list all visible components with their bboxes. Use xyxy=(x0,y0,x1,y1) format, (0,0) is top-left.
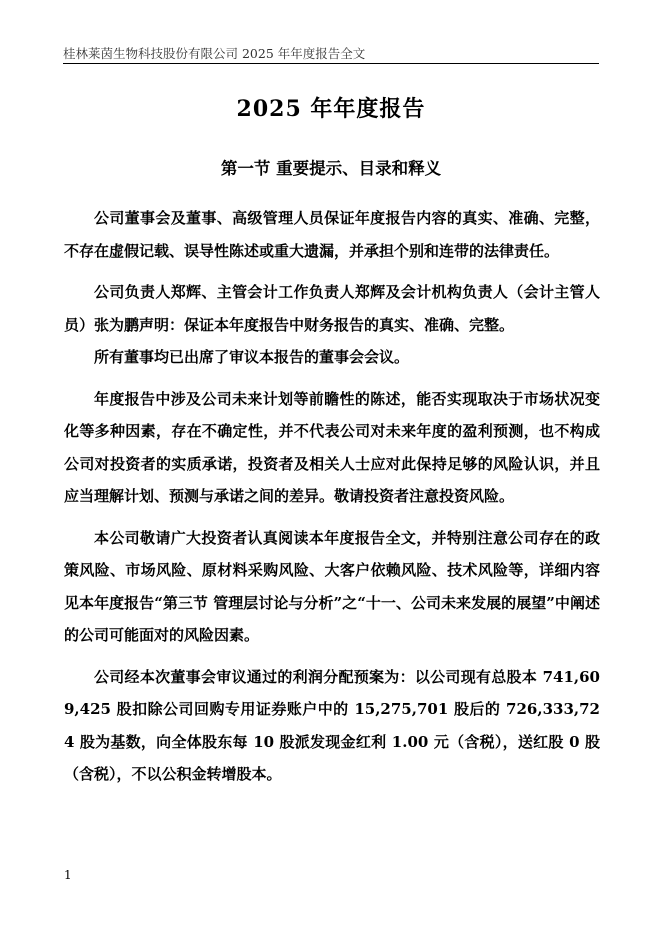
paragraph-risk-notice: 本公司敬请广大投资者认真阅读本年度报告全文，并特别注意公司存在的政策风险、市场风险、原材料采购风险、大客户依赖风险、技术风险等，详细内容见本年度报告“第三节 管理层讨论与分析”之“十一、公司未来发展的展望”中阐述的公司可能面对的风险因素。 xyxy=(64,528,600,644)
paragraph-profit-distribution: 公司经本次董事会审议通过的利润分配预案为：以公司现有总股本 741,609,425 股扣除公司回购专用证券账户中的 15,275,701 股后的 726,333,724 股为基数，向全体股东每 10 股派发现金红利 1.00 元（含税），送红股 0 股（含税），不以公积金转增股本。 xyxy=(64,667,600,783)
paragraph-responsible-persons: 公司负责人郑辉、主管会计工作负责人郑辉及会计机构负责人（会计主管人员）张为鹏声明：保证本年度报告中财务报告的真实、准确、完整。 xyxy=(64,283,600,334)
header-divider xyxy=(63,63,599,64)
paragraph-directors-attendance: 所有董事均已出席了审议本报告的董事会会议。 xyxy=(94,348,410,366)
document-body xyxy=(64,202,600,791)
paragraph-forward-looking: 年度报告中涉及公司未来计划等前瞻性的陈述，能否实现取决于市场状况变化等多种因素，存在不确定性，并不代表公司对未来年度的盈利预测，也不构成公司对投资者的实质承诺，投资者及相关人士应对此保持足够的风险认识，并且应当理解计划、预测与承诺之间的差异。敬请投资者注意投资风险。 xyxy=(64,389,600,505)
report-title: 2025 年年度报告 xyxy=(236,96,426,122)
paragraph-board-guarantee: 公司董事会及董事、高级管理人员保证年度报告内容的真实、准确、完整，不存在虚假记载、误导性陈述或重大遗漏，并承担个别和连带的法律责任。 xyxy=(64,209,600,260)
running-header: 桂林莱茵生物科技股份有限公司 2025 年年度报告全文 xyxy=(63,46,366,61)
page-number: 1 xyxy=(64,868,72,882)
section-title: 第一节 重要提示、目录和释义 xyxy=(220,159,442,178)
